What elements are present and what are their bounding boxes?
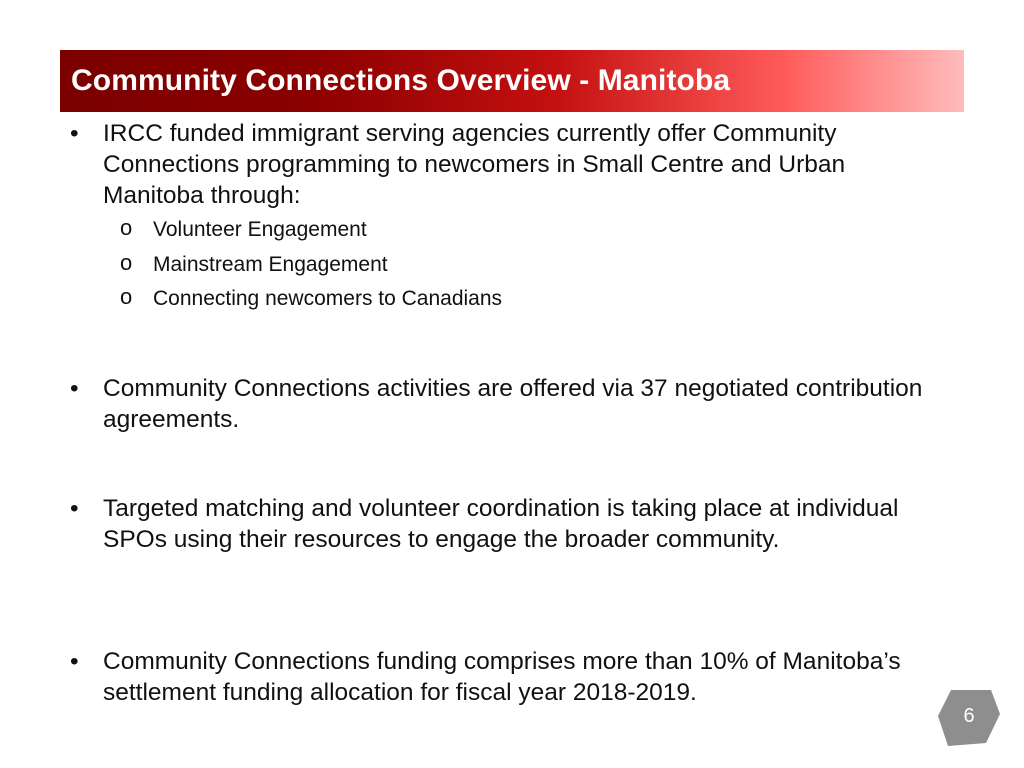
sub-bullet-item xyxy=(120,217,367,243)
bullet-item xyxy=(70,118,950,211)
page-number: 6 xyxy=(963,704,975,727)
sub-bullet-mark: o xyxy=(120,215,133,240)
bullet-item xyxy=(70,373,950,435)
bullet-item xyxy=(70,646,950,708)
bullet-text: Community Connections activities are offered via 37 negotiated contribution agreements. xyxy=(103,375,923,433)
sub-bullet-text: Connecting newcomers to Canadians xyxy=(153,287,503,310)
slide-title-bar xyxy=(60,50,964,112)
slide-title: Community Connections Overview - Manitoba xyxy=(71,64,731,97)
bullet-text: IRCC funded immigrant serving agencies currently offer Community Connections programming to newcomers in Small Centre and Urban Manitoba through: xyxy=(103,120,846,209)
bullet-dot: • xyxy=(70,495,79,522)
sub-bullet-text: Volunteer Engagement xyxy=(153,218,367,241)
sub-bullet-mark: o xyxy=(120,284,133,309)
sub-bullet-text: Mainstream Engagement xyxy=(153,253,388,276)
bullet-text: Targeted matching and volunteer coordination is taking place at individual SPOs using their resources to engage the broader community. xyxy=(103,495,899,553)
bullet-item xyxy=(70,493,950,555)
sub-bullet-item xyxy=(120,286,502,312)
sub-bullet-mark: o xyxy=(120,250,133,275)
sub-bullet-item xyxy=(120,252,388,278)
bullet-dot: • xyxy=(70,120,79,147)
bullet-text: Community Connections funding comprises more than 10% of Manitoba’s settlement funding allocation for fiscal year 2018-2019. xyxy=(103,648,901,706)
bullet-dot: • xyxy=(70,375,79,402)
bullet-dot: • xyxy=(70,648,79,675)
